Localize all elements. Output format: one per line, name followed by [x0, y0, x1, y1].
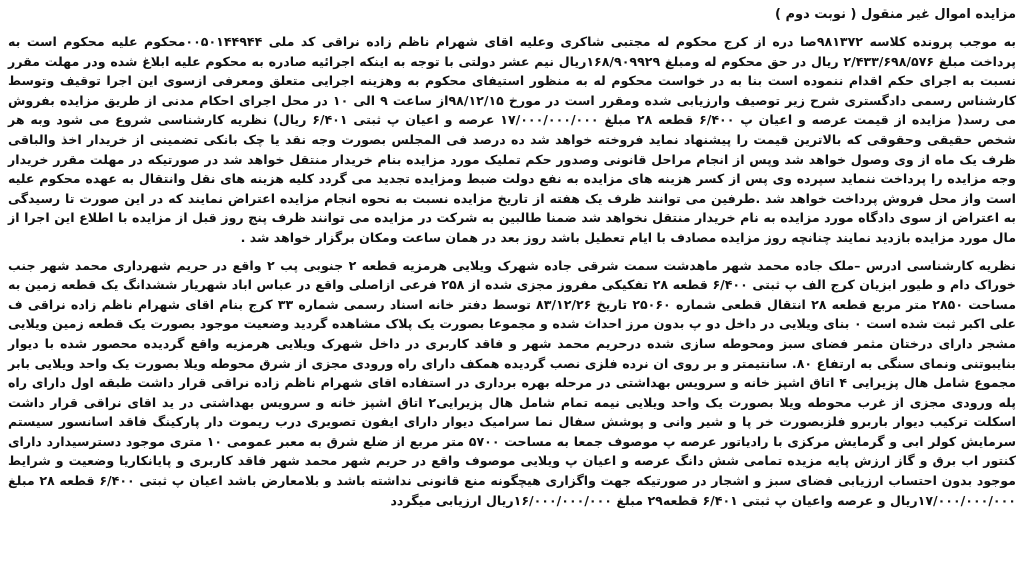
- notice-title: مزایده اموال غیر منقول ( نوبت دوم ): [775, 7, 1016, 22]
- expert-opinion-paragraph: نظریه کارشناسی ادرس –ملک جاده محمد شهر ماهدشت سمت شرقی جاده شهرک ویلایی هرمزیه قطعه ۲ جنوبی پب ۲ واقع در حریم شهرداری محمد شهر جنب خوراک دام و طیور ابزیان کرج الف پ ثبتی ۶/۴۰۰ قطعه ۲۸ تفکیکی مفروز مجزی شده از ۲۵۸ فرعی ازاصلی واقع در عباس اباد شهریار ششدانگ یک قطعه زمین به مساحت ۲۸۵۰ متر مربع قطعه ۲۸ انتقال قطعی شماره ۲۵۰۶۰ تاریخ ۸۳/۱۲/۲۶ توسط دفتر خانه اسناد رسمی شماره ۳۳ کرج بنام اقای شهرام ناظم زاده نراقی ف علی اکبر ثبت شده است ۰ بنای ویلایی در داخل دو پ بدون مرز احداث شده و مجموعا بصورت یک پلاک مشاهده گردید وضعیت موجود بصورت یک قطعه زمین ویلایی مشجر دارای درختان مثمر فضای سبز ومحوطه سازی شده درحریم محمد شهر و فاقد کاربری در داخل شهرک ویلایی هرمزیه واقع گردیده محصور شده با دیوار بنایبوتنی ونمای سنگی به ارتفاع ۸۰. سانتیمتر و بر روی ان نرده فلزی نصب گردیده همکف دارای راه ورودی مجزی از شرق محوطه ویلا بصورت یک واحد ویلایی بابر مجموع شامل هال پزیرایی ۴ اتاق اشپز خانه و سرویس بهداشتی در مرحله بهره برداری در استفاده اقای شهرام ناظم زاده نراقی قرار داشت طبقه اول دارای راه پله ورودی مجزی از غرب محوطه ویلا بصورت یک واحد ویلایی نیمه تمام شامل هال پزیرایی۲ اتاق اشپز خانه و سرویس بهداشتی در ید اقای نراقی قرار داشت اسکلت ترکیب دیوار باربرو فلزبصورت خر پا و شیر وانی و پوشش سفال نما سرامیک دیوار دارای ایفون تصویری درب ریموت دار پارکینگ فاقد اسانسور سیستم سرمایش کولر ابی و گرمایش مرکزی با رادیاتور عرصه پ موصوف جمعا به مساحت ۵۷۰۰ متر مربع از ضلع شرق به معبر عمومی ۱۰ متری موجود دسترسیدارد دارای کنتور اب برق و گاز ارزش پایه مزیده تمامی شش دانگ عرصه و اعیان پ ویلایی موصوف واقع در حریم شهر محمد شهر فاقد کاربری و پایانکاریا وضعیت و شرایط موجود بدون احتساب ارزیابی فضای سبز و اشجار در صورتیکه جهت واگزاری هیچگونه منع قانونی نداشته باشد و بلامعارض باشد اعیان پ ثبتی ۶/۴۰۰ قطعه ۲۸ مبلغ ۱۷/۰۰۰/۰۰۰/۰۰۰ریال و عرصه واعیان پ ثبتی ۶/۴۰۱ قطعه۲۹ مبلغ ۱۶/۰۰۰/۰۰۰/۰۰۰ریال ارزیابی میگردد: [8, 257, 1017, 508]
- auction-terms-paragraph: به موجب پرونده کلاسه ۹۸۱۳۷۲صا دره از کرج محکوم له مجتبی شاکری وعلیه اقای شهرام ناظم زاده نراقی کد ملی ۰۰۵۰۱۴۴۹۴۴محکوم علیه محکوم است به پرداخت مبلغ ۲/۴۳۳/۶۹۸/۵۷۶ ریال در حق محکوم له ومبلغ ۱۶۸/۹۰۹۹۲۹ریال نیم عشر دولتی با توجه به اینکه اجرائیه صادره به محکوم علیه ابلاغ شده ودر مهلت مقرر نسبت به اجرای حکم اقدام ننموده است بنا به در خواست محکوم له به منظور استیفای محکوم به وهزینه اجرایی متعلق ومعرفی ازسوی این اجرا توقیف وتوسط کارشناس رسمی دادگستری شرح زیر توصیف وارزیابی شده ومقرر است در مورخ ۹۸/۱۲/۱۵از ساعت ۹ الی ۱۰ در محل اجرای احکام مدنی از طریق مزایده بفروش می رسد( مزایده از قیمت عرصه و اعیان پ ۶/۴۰۰ قطعه ۲۸ مبلغ ۱۷/۰۰۰/۰۰۰/۰۰۰ عرصه و اعیان پ ثبتی ۶/۴۰۱ ریال) نظریه کارشناسی شروع می شود وبه هر شخص حقیقی وحقوقی که بالاترین قیمت را پیشنهاد نماید فروخته خواهد شد ده درصد فی المجلس بصورت وجه نقد یا چک بانکی تضمینی از خریدار اخذ والباقی ظرف یک ماه از وی وصول خواهد شد وپس از انجام مراحل قانونی وصدور حکم تملیک مورد مزایده بنام خریدار منتقل خواهد شد در صورتیکه در مهلت مقرر خریدار وجه مزایده را پرداخت ننماید سپرده وی پس از کسر هزینه های مزایده به نفع دولت ضبط ومزایده تجدید می گردد کلیه هزینه های نقل وانتقال به عهده محکوم علیه است واز محل فروش پرداخت خواهد شد .طرفین می توانند ظرف یک هفته از تاریخ مزایده نسبت به نحوه انجام مزایده اعتراض نمایند که در این صورت تا رسیدگی به اعتراض از سوی دادگاه مورد مزایده به نام خریدار منتقل نخواهد شد ضمنا طالبین به شرکت در مزایده می توانند ظرف پنج روز قبل از مزایده با اطلاع این اجرا از مال مورد مزایده بازدید نمایند چنانچه روز مزایده مصادف با ایام تعطیل باشد روز بعد در همان ساعت ومکان برگزار خواهد شد .: [8, 34, 1017, 245]
